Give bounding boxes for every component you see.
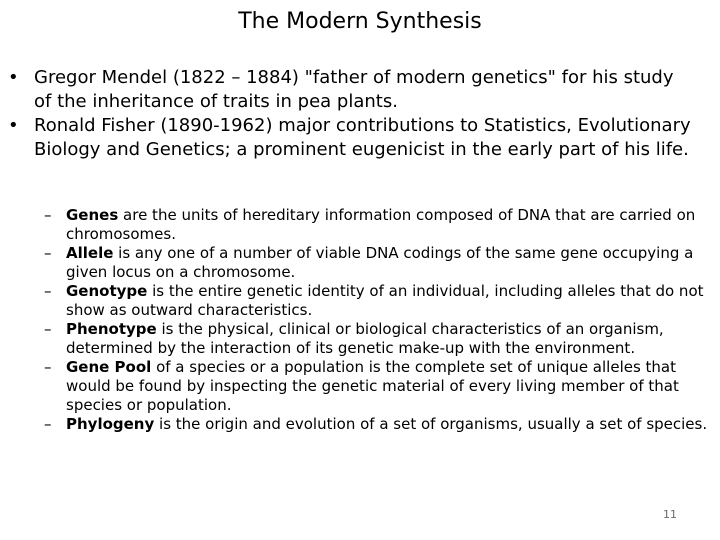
definition-text: is the origin and evolution of a set of organisms, usually a set of species. xyxy=(154,415,708,433)
definition-phylogeny xyxy=(0,415,720,434)
bullet-mendel xyxy=(0,66,720,114)
definition-term: Phylogeny xyxy=(66,415,155,433)
dash-marker: – xyxy=(44,358,52,376)
bullet-text: Gregor Mendel (1822 – 1884) "father of modern genetics" for his study of the inheritance of traits in pea plants. xyxy=(34,67,674,112)
definition-text: of a species or a population is the complete set of unique alleles that would be found by inspecting the genetic material of every living member of that species or population. xyxy=(66,358,679,414)
definition-term: Genes xyxy=(66,206,119,224)
dash-marker: – xyxy=(44,282,52,300)
dash-marker: – xyxy=(44,244,52,262)
dash-marker: – xyxy=(44,206,52,224)
dash-marker: – xyxy=(44,415,52,433)
definitions-list xyxy=(0,206,720,434)
definition-term: Gene Pool xyxy=(66,358,152,376)
definition-gene-pool xyxy=(0,358,720,415)
definition-term: Allele xyxy=(66,244,114,262)
definition-text: is any one of a number of viable DNA codings of the same gene occupying a given locus on a chromosome. xyxy=(66,244,694,281)
definition-term: Phenotype xyxy=(66,320,157,338)
definition-term: Genotype xyxy=(66,282,148,300)
definition-genes xyxy=(0,206,720,244)
slide-title: The Modern Synthesis xyxy=(238,9,482,34)
bullet-marker: • xyxy=(8,115,19,136)
bullet-marker: • xyxy=(8,67,19,88)
bullet-text: Ronald Fisher (1890-1962) major contributions to Statistics, Evolutionary Biology and Genetics; a prominent eugenicist in the early part of his life. xyxy=(34,115,691,160)
definition-allele xyxy=(0,244,720,282)
definition-phenotype xyxy=(0,320,720,358)
definition-text: is the entire genetic identity of an individual, including alleles that do not show as outward characteristics. xyxy=(66,282,704,319)
definition-text: is the physical, clinical or biological characteristics of an organism, determined by the interaction of its genetic make-up with the environment. xyxy=(66,320,664,357)
dash-marker: – xyxy=(44,320,52,338)
page-number: 11 xyxy=(663,508,677,521)
definition-text: are the units of hereditary information composed of DNA that are carried on chromosomes. xyxy=(66,206,696,243)
main-bullet-list xyxy=(0,66,720,162)
definition-genotype xyxy=(0,282,720,320)
bullet-fisher xyxy=(0,114,720,162)
